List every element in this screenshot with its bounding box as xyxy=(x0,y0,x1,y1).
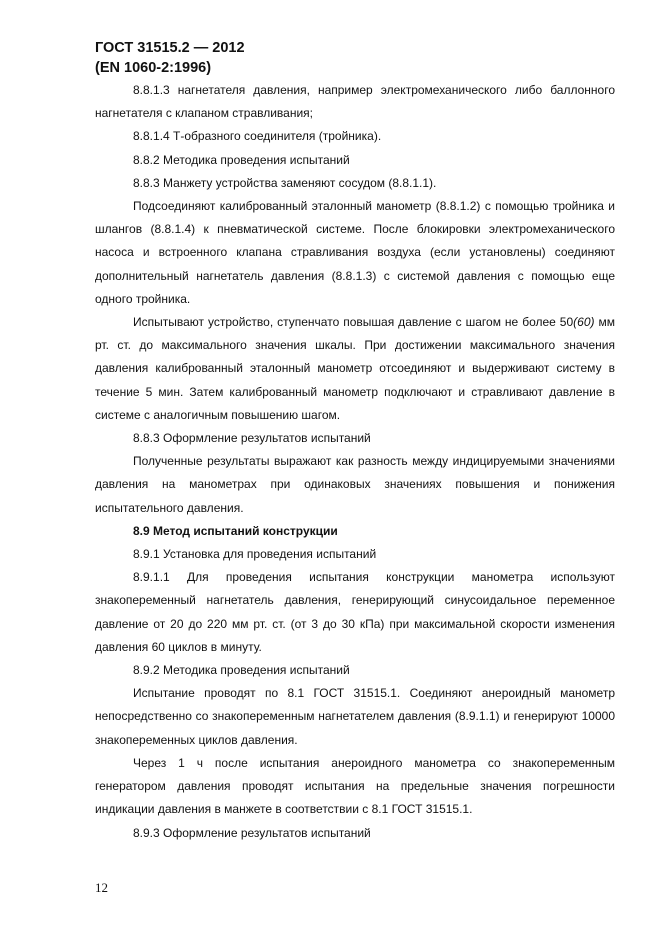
paragraph-connection: Подсоединяют калиброванный эталонный манометр (8.8.1.2) с помощью тройника и шлангов (8.8.1.4) к пневматической системе. После блокировки электромеханического насоса и встроенного клапана стравливания воздуха (если установлены) соединяют дополнительный нагнетатель давления (8.8.1.3) с системой давления с помощью еще одного тройника. xyxy=(95,199,615,306)
paragraph-8-8-3-results: 8.8.3 Оформление результатов испытаний xyxy=(133,431,371,446)
paragraph-results-expression: Полученные результаты выражают как разность между индицируемыми значениями давления на манометрах при одинаковых значениях повышения и понижения испытательного давления. xyxy=(95,454,615,515)
stepwise-text-italic: (60) xyxy=(573,315,595,330)
paragraph-test-procedure: Испытание проводят по 8.1 ГОСТ 31515.1. Соединяют анероидный манометр непосредственно со знакопеременным нагнетателем давления (8.9.1.1) и генерируют 10000 знакопеременных циклов давления. xyxy=(95,686,615,747)
document-header xyxy=(95,38,245,78)
page-number: 12 xyxy=(95,880,108,895)
document-body xyxy=(95,79,615,845)
paragraph-8-8-2: 8.8.2 Методика проведения испытаний xyxy=(133,152,350,167)
standard-number: ГОСТ 31515.2 — 2012 xyxy=(95,40,245,56)
paragraph-8-8-3: 8.8.3 Манжету устройства заменяют сосудом (8.8.1.1). xyxy=(133,175,437,190)
paragraph-8-9-1: 8.9.1 Установка для проведения испытаний xyxy=(133,547,377,562)
paragraph-8-9-3: 8.9.3 Оформление результатов испытаний xyxy=(133,825,371,840)
stepwise-text-before: Испытывают устройство, ступенчато повышая давление с шагом не более 50 xyxy=(133,315,574,330)
standard-equivalent: (EN 1060-2:1996) xyxy=(95,60,212,76)
paragraph-after-test: Через 1 ч после испытания анероидного манометра со знакопеременным генератором давления проводят испытания на предельные значения погрешности индикации давления в манжете в соответствии с 8.1 ГОСТ 31515.1. xyxy=(95,755,615,817)
stepwise-text-after: мм рт. ст. до максимального значения шкалы. При достижении максимального значения давления калиброванный эталонный манометр отсоединяют и выдерживают систему в течение 5 мин. Затем калиброванный манометр подключают и стравливают давление в системе с аналогичным повышению шагом. xyxy=(95,315,615,422)
paragraph-8-9-1-1: 8.9.1.1 Для проведения испытания конструкции манометра используют знакопеременный нагнетатель давления, генерирующий синусоидальное переменное давление от 20 до 220 мм рт. ст. (от 3 до 30 кПа) при максимальной скорости изменения давления 60 циклов в минуту. xyxy=(95,570,615,654)
paragraph-8-8-1-3: 8.8.1.3 нагнетателя давления, например электромеханического либо баллонного нагнетателя с клапаном стравливания; xyxy=(95,83,615,121)
paragraph-stepwise-test xyxy=(95,311,615,427)
paragraph-8-9-2: 8.9.2 Методика проведения испытаний xyxy=(133,663,350,678)
paragraph-8-8-1-4: 8.8.1.4 Т-образного соединителя (тройника). xyxy=(133,129,382,144)
section-heading-8-9: 8.9 Метод испытаний конструкции xyxy=(133,523,338,538)
